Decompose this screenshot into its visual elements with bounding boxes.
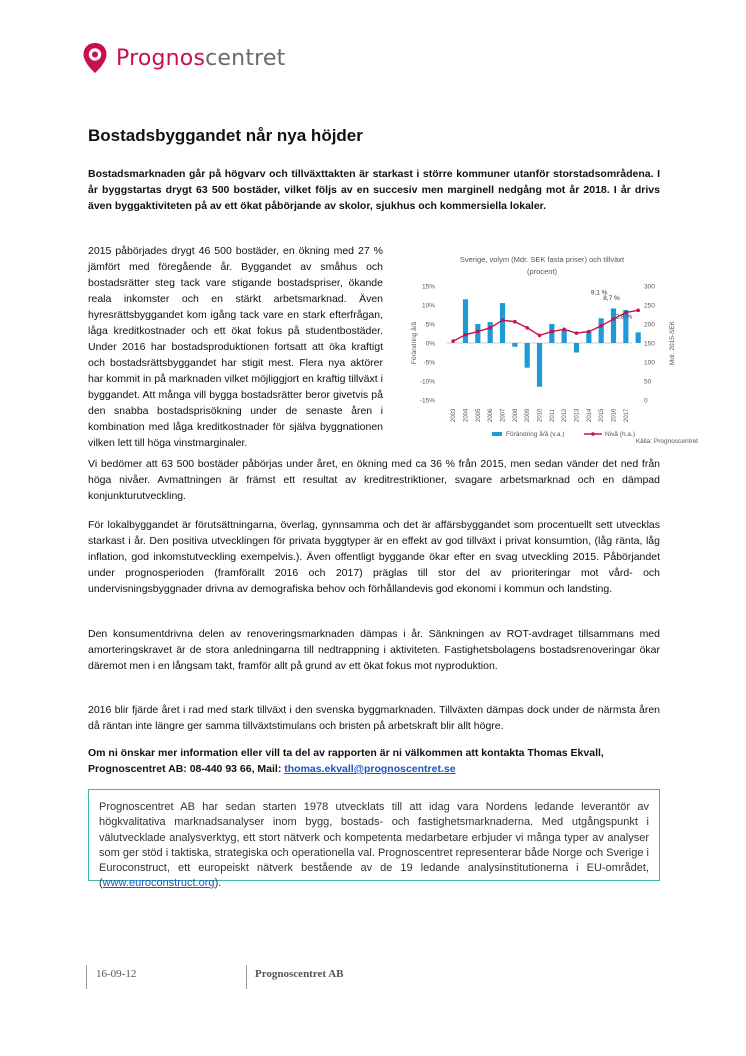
x-tick-label: 2010: [537, 408, 544, 422]
x-tick-label: 2012: [562, 408, 569, 422]
x-tick-label: 2006: [488, 408, 495, 422]
level-point-2003: [451, 339, 455, 343]
level-point-2014: [587, 330, 591, 334]
level-point-2010: [538, 334, 542, 338]
bar-2011: [549, 324, 554, 343]
y-tick-label: -5%: [423, 359, 435, 367]
x-tick-label: 2004: [463, 408, 470, 422]
y-tick-label: -10%: [419, 378, 435, 386]
chart-title-line: (procent): [526, 267, 558, 276]
bar-2013: [574, 343, 579, 353]
bar-2015: [599, 318, 604, 343]
y-tick-label: 10%: [421, 302, 435, 310]
bar-2006: [488, 322, 493, 343]
bar-2012: [562, 330, 567, 343]
x-tick-label: 2011: [549, 409, 556, 422]
bar-2008: [512, 343, 517, 347]
y-tick-label: 5%: [425, 321, 435, 329]
x-tick-label: 2017: [623, 408, 630, 422]
level-point-2004: [464, 333, 468, 337]
body-paragraph-2: Vi bedömer att 63 500 bostäder påbörjas under året, en ökning med ca 36 % från 2015, men sedan vänder det ned från höga nivåer. Avmattningen är främst ett resultat av kreditrestriktioner, svagare arbetsmarknad och en dämpad konjunkturutveckling.: [88, 458, 660, 502]
body-paragraph-5: 2016 blir fjärde året i rad med stark tillväxt i den svenska byggmarknaden. Tillväxten dämpas dock under de närmsta åren då räntan inte längre ger samma tillväxtstimulans och bristen på arbetskraft blir allt högre.: [88, 704, 660, 732]
y-right-tick-label: 200: [644, 321, 655, 329]
level-line: [453, 310, 638, 341]
y-tick-label: 0%: [425, 340, 435, 348]
legend-label: Nivå (h.a.): [605, 431, 635, 438]
level-point-2013: [575, 331, 579, 335]
contact-email-link[interactable]: thomas.ekvall@prognoscentret.se: [284, 763, 456, 775]
y-right-axis-label: Mdr. 2015-SEK: [669, 320, 676, 366]
y-tick-label: -15%: [419, 397, 435, 405]
y-right-tick-label: 50: [644, 378, 652, 386]
footer-divider: [246, 965, 247, 989]
x-tick-label: 2007: [500, 408, 507, 422]
footer-divider: [86, 965, 87, 989]
x-tick-label: 2009: [525, 408, 532, 422]
level-point-2012: [562, 328, 566, 332]
company-info-box: [88, 789, 660, 890]
level-point-2015: [599, 324, 603, 328]
x-tick-label: 2003: [451, 408, 458, 422]
data-label: 8,7 %: [603, 294, 620, 302]
y-right-tick-label: 250: [644, 302, 655, 310]
y-right-tick-label: 150: [644, 340, 655, 348]
page-title: Bostadsbyggandet når nya höjder: [88, 126, 363, 145]
logo: [82, 42, 285, 74]
bar-undefined: [636, 332, 641, 343]
chart-title: [460, 255, 625, 276]
y-right-tick-label: 100: [644, 359, 655, 367]
data-label: 9,1 %: [590, 289, 608, 297]
body-paragraph-4: Den konsumentdrivna delen av renoveringsmarknaden dämpas i år. Sänkningen av ROT-avdraget tillsammans med amorteringskravet är de stora anledningarna till nedtrappning i aktiviteten. Fastighetsbolagens bostadsrenoveringar ökar däremot men i en långsam takt, framför allt på grund av ett ökat fokus mot nyproduktion.: [88, 628, 660, 672]
y-axis-label: Förändring å/å: [411, 321, 418, 365]
chart-title-line: Sverige, volym (Mdr. SEK fasta priser) och tillväxt: [459, 255, 625, 264]
level-point-undefined: [636, 309, 640, 313]
body-paragraph-3: För lokalbyggandet är förutsättningarna, överlag, gynnsamma och det är affärsbyggandet som procentuellt sett utvecklas starkast i år. Den positiva utvecklingen för privata byggtyper är en effekt av god tillväxt i privat konsumtion, (låg ränta, låg inflation, god inkomstutveckling exempelvis.). Även offentligt byggande ökar efter en svag utveckling 2015. Påbörjandet under prognosperioden (framförallt 2016 och 2017) präglas till stor del av prioriteringar mot vård- och undervisningsbyggnader drivna av demografiska behov och förhållandevis god ekonomi i kommun och landsting.: [88, 519, 660, 595]
legend-label: Förändring å/å (v.a.): [506, 431, 565, 438]
x-tick-label: 2016: [611, 408, 618, 422]
legend-swatch-marker: [591, 432, 595, 436]
legend-swatch-bar: [492, 432, 502, 436]
footer-date: 16-09-12: [96, 968, 137, 980]
y-right-tick-label: 300: [644, 283, 655, 291]
bar-2010: [537, 343, 542, 387]
level-point-2009: [525, 326, 529, 330]
data-label: 2,8 %: [615, 313, 633, 321]
level-point-2007: [501, 318, 505, 322]
lead-paragraph: Bostadsmarknaden går på högvarv och tillväxttakten är starkast i större kommuner utanför storstadsområdena. I år byggstartas drygt 63 500 bostäder, vilket följs av en succesiv men marginell nedgång mot år 2018. I år drivs även byggaktiviteten på av ett ökat påbörjande av skolor, sjukhus och kommersiella lokaler.: [88, 168, 660, 212]
x-tick-label: 2005: [475, 408, 482, 422]
x-tick-label: 2014: [586, 408, 593, 422]
logo-text: Prognoscentret: [116, 45, 286, 71]
euroconstruct-link[interactable]: www.euroconstruct.org: [102, 877, 215, 890]
chart-source: Källa: Prognoscentret: [635, 438, 698, 445]
contact-info: Om ni önskar mer information eller vill ta del av rapporten är ni välkommen att kontakta Thomas Ekvall, Prognoscentret AB: 08-440 93 66, Mail: thomas.ekvall@prognoscentret.se: [88, 747, 604, 775]
y-right-tick-label: 0: [644, 397, 648, 405]
level-point-2008: [513, 320, 517, 324]
y-tick-label: 15%: [421, 283, 435, 291]
location-pin-icon: [82, 42, 108, 74]
x-tick-label: 2015: [599, 408, 606, 422]
bar-2009: [525, 343, 530, 368]
body-paragraph-1: 2015 påbörjades drygt 46 500 bostäder, en ökning med 27 % jämfört med föregående år. Byggandet av småhus och bostadsrätter steg tack vare stigande bostadspriser, ökande reala inkomster och en stärkt arbetsmarknad. Även hyresrättsbyggandet kom igång tack vare en stark efterfrågan, låga kreditkostnader och ett ökat fokus på studentbostäder. Under 2016 har bostadsproduktionen fortsatt att öka kraftigt och bostadsrättsbyggandet har stigit mest. Flera nya aktörer har kommit in på marknaden vilket möjliggjort en kraftig tillväxt i byggandet. Att många vill bygga bostadsrätter beror givetvis på den snabba bostadsprisökning under de senaste åren i kombination med låga kreditkostnader för själva byggnationen vilken lett till höga vinstmarginaler.: [88, 245, 383, 449]
level-point-2006: [488, 326, 492, 330]
volume-growth-chart: [402, 246, 712, 446]
x-tick-label: 2008: [512, 408, 519, 422]
x-tick-label: 2013: [574, 408, 581, 422]
bar-2007: [500, 303, 505, 343]
level-point-2005: [476, 330, 480, 334]
footer-company: Prognoscentret AB: [255, 968, 344, 980]
level-point-2011: [550, 330, 554, 334]
company-info-text: Prognoscentret AB har sedan starten 1978 utvecklats till att idag vara Nordens ledande leverantör av högkvalitativa marknadsanalyser inom bygg, bostads- och fastighetsmarknaderna. Med utgångspunkt i välutvecklade analysverktyg, ett stort nätverk och kompetenta medarbetare erbjuder vi många typer av analyser som ger stöd i taktiska, strategiska och operationella val. Prognoscentret representerar både Norge och Sverige i Euroconstruct, ett europeiskt nätverk bestående av de 19 ledande analysinstitutionerna i EU-området, (www.euroconstruct.org).: [99, 801, 649, 890]
bar-2005: [475, 324, 480, 343]
bar-2004: [463, 299, 468, 343]
